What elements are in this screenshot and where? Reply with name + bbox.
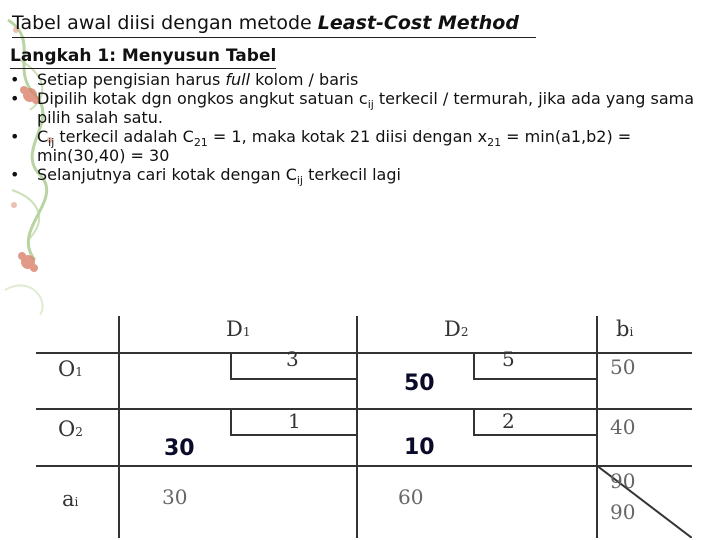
- demand-2: 60: [398, 485, 424, 509]
- col-header-d1: D1: [226, 317, 251, 341]
- bullet-text: C: [37, 127, 49, 146]
- bullet-text: Setiap pengisian harus: [37, 70, 226, 89]
- table-line: [36, 465, 692, 467]
- cost-box-line: [230, 352, 232, 380]
- bullet-text: terkecil adalah C: [54, 127, 194, 146]
- bullet-item: [8, 89, 714, 127]
- allocation-21: 30: [164, 436, 195, 461]
- cost-cell-12: 5: [502, 347, 515, 371]
- bullet-item: [8, 165, 714, 188]
- supply-2: 40: [610, 415, 636, 439]
- table-line: [118, 316, 120, 538]
- col-header-supply: bi: [616, 317, 634, 341]
- col-header-d2: D2: [444, 317, 469, 341]
- total-supply: 90: [610, 469, 636, 493]
- cost-box-line: [230, 378, 356, 380]
- allocation-22: 10: [404, 435, 435, 460]
- bullet-text: terkecil / termurah, jika ada yang sama pilih salah satu.: [37, 89, 695, 127]
- cost-cell-11: 3: [286, 347, 299, 371]
- row-header-o1: O1: [58, 357, 83, 381]
- bullet-text: = 1, maka kotak 21 diisi dengan x: [207, 127, 488, 146]
- bullet-subscript: ij: [296, 174, 303, 188]
- cost-box-line: [473, 378, 596, 380]
- slide-title: [12, 10, 536, 38]
- cost-box-line: [230, 408, 232, 436]
- cost-box-line: [230, 434, 356, 436]
- cost-box-line: [473, 352, 475, 380]
- supply-1: 50: [610, 355, 636, 379]
- title-method: Least-Cost Method: [317, 12, 519, 34]
- bullet-item: [8, 70, 714, 89]
- bullet-list: [8, 70, 714, 188]
- bullet-emphasis: full: [225, 70, 251, 89]
- cost-box-line: [473, 408, 475, 436]
- bullet-text: terkecil lagi: [303, 165, 401, 184]
- table-line: [36, 408, 692, 410]
- transport-table: [28, 310, 692, 538]
- demand-1: 30: [162, 485, 188, 509]
- row-header-o2: O2: [58, 417, 83, 441]
- bullet-item: [8, 127, 714, 165]
- bullet-subscript: 21: [487, 136, 502, 150]
- bullet-text: = min(a1,b2) = min(30,40) = 30: [37, 127, 632, 165]
- table-line: [356, 316, 358, 538]
- bullet-text: kolom / baris: [250, 70, 359, 89]
- step-heading: Langkah 1: Menyusun Tabel: [10, 44, 276, 69]
- cost-box-line: [473, 434, 596, 436]
- title-prefix: Tabel awal diisi dengan metode: [12, 12, 318, 34]
- total-demand: 90: [610, 500, 636, 524]
- bullet-text: Dipilih kotak dgn ongkos angkut satuan c: [37, 89, 368, 108]
- table-line: [36, 352, 692, 354]
- allocation-12: 50: [404, 371, 435, 396]
- cost-cell-21: 1: [288, 409, 301, 433]
- bullet-text: Selanjutnya cari kotak dengan C: [37, 165, 297, 184]
- bullet-subscript: 21: [193, 136, 208, 150]
- bullet-subscript: ij: [48, 136, 55, 150]
- cost-cell-22: 2: [502, 409, 515, 433]
- bullet-subscript: ij: [367, 98, 374, 112]
- row-header-demand: ai: [62, 487, 79, 511]
